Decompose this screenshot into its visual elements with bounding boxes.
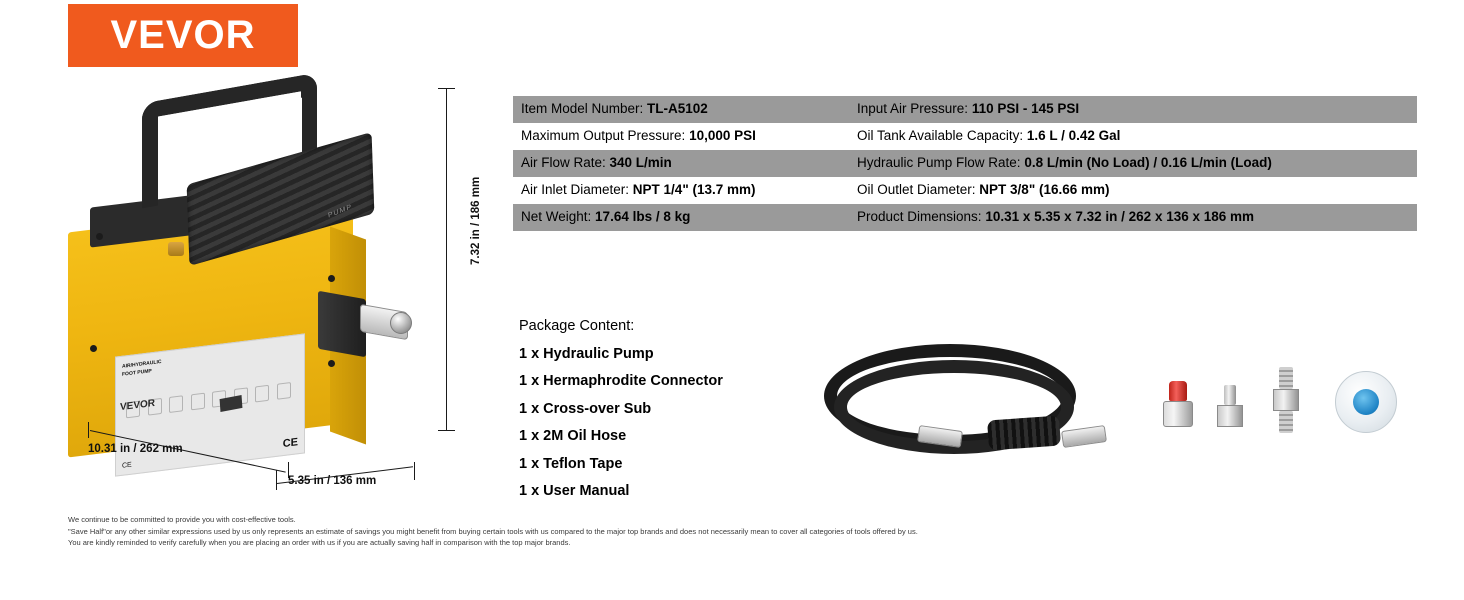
- table-row: [513, 150, 1417, 177]
- spec-cell-left: [513, 177, 849, 204]
- spec-key: Item Model Number:: [521, 101, 648, 116]
- list-item: 1 x 2M Oil Hose: [519, 428, 627, 444]
- dimension-cap: [276, 470, 277, 490]
- table-row: [513, 123, 1417, 150]
- brass-fitting-icon: [168, 242, 184, 256]
- stem-icon: [1224, 385, 1236, 405]
- dimension-width-label: 5.35 in / 136 mm: [288, 475, 377, 487]
- footer-line-1: We continue to be committed to provide you with cost-effective tools.: [68, 515, 296, 524]
- spec-key: Maximum Output Pressure:: [521, 128, 690, 143]
- spec-cell-left: [513, 204, 849, 231]
- spec-value: 0.8 L/min (No Load) / 0.16 L/min (Load): [1024, 155, 1272, 170]
- oil-outlet-ring: [390, 312, 412, 334]
- table-row: [513, 177, 1417, 204]
- table-row: [513, 96, 1417, 123]
- list-item: 1 x Cross-over Sub: [519, 400, 652, 417]
- bolt-icon: [96, 233, 103, 240]
- hose-fitting-icon: [1061, 425, 1107, 448]
- spec-value: 10.31 x 5.35 x 7.32 in / 262 x 136 x 186 mm: [985, 209, 1255, 224]
- spec-key: Air Inlet Diameter:: [521, 182, 633, 197]
- oil-hose-image: [810, 330, 1140, 490]
- teflon-tape-icon: [1335, 371, 1397, 433]
- dimension-cap: [438, 430, 455, 431]
- spec-value: NPT 1/4" (13.7 mm): [632, 182, 756, 197]
- hex-body-icon: [1273, 389, 1299, 411]
- footer-disclaimer: [68, 514, 1128, 549]
- spec-key: Net Weight:: [521, 209, 596, 224]
- spec-key: Input Air Pressure:: [857, 101, 972, 116]
- spec-key: Oil Outlet Diameter:: [857, 182, 980, 197]
- spec-cell-right: [849, 123, 1417, 150]
- thread-icon: [1279, 411, 1293, 433]
- ce-mark-left: CE: [122, 461, 132, 470]
- spec-key: Air Flow Rate:: [521, 155, 610, 170]
- dimension-length-label: 10.31 in / 262 mm: [88, 443, 183, 455]
- pump-label-title: AIR/HYDRAULIC FOOT PUMP: [122, 358, 162, 378]
- ce-mark-right: CE: [282, 436, 298, 451]
- list-item: 1 x User Manual: [519, 483, 630, 499]
- spec-cell-left: [513, 150, 849, 177]
- spec-value: 340 L/min: [609, 155, 672, 170]
- spec-key: Hydraulic Pump Flow Rate:: [857, 155, 1025, 170]
- vevor-logo: [68, 4, 298, 67]
- dimension-line-height: [446, 88, 447, 430]
- hose-spiral-guard: [987, 416, 1061, 451]
- spec-value: 17.64 lbs / 8 kg: [595, 209, 691, 224]
- spec-cell-right: [849, 177, 1417, 204]
- hex-nut-icon: [1163, 401, 1193, 427]
- spec-value: 10,000 PSI: [689, 128, 756, 143]
- spec-value: TL-A5102: [647, 101, 708, 116]
- list-item: 1 x Hydraulic Pump: [519, 345, 654, 362]
- dimension-cap: [438, 88, 455, 89]
- tape-roll-outer: [1335, 371, 1397, 433]
- spec-key: Oil Tank Available Capacity:: [857, 128, 1027, 143]
- hermaphrodite-connector-icon: [1163, 381, 1193, 427]
- package-content-title: Package Content:: [519, 318, 635, 334]
- package-content-list: [519, 313, 723, 506]
- list-item: 1 x Hermaphrodite Connector: [519, 373, 723, 389]
- spec-key: Product Dimensions:: [857, 209, 986, 224]
- threaded-adapter-icon: [1273, 367, 1299, 433]
- tape-roll-core: [1353, 389, 1379, 415]
- accessories-image: [1155, 355, 1425, 465]
- pedal-label: PUMP: [327, 203, 353, 220]
- footer-line-2: "Save Half"or any other similar expressions used by us only represents an estimate of savings you might benefit from buying certain tools with us compared to the major top brands and does not necessarily mean to cover all categories of tools offered by us.: [68, 526, 918, 536]
- hex-body-icon: [1217, 405, 1243, 427]
- red-cap-icon: [1169, 381, 1187, 401]
- spec-value: 110 PSI - 145 PSI: [971, 101, 1080, 116]
- table-row: [513, 204, 1417, 231]
- cross-over-sub-icon: [1217, 385, 1243, 427]
- dimension-cap: [88, 422, 89, 438]
- spec-cell-right: [849, 96, 1417, 123]
- list-item: 1 x Teflon Tape: [519, 455, 623, 472]
- spec-value: NPT 3/8" (16.66 mm): [979, 182, 1110, 197]
- spec-value: 1.6 L / 0.42 Gal: [1026, 128, 1121, 143]
- thread-icon: [1279, 367, 1293, 389]
- specifications-table: [513, 96, 1417, 231]
- spec-cell-right: [849, 204, 1417, 231]
- footer-line-3: You are kindly reminded to verify carefully when you are placing an order with us if you are actually saving half in comparison with the top major brands.: [68, 538, 571, 547]
- bolt-icon: [328, 360, 335, 367]
- pump-brand-text: VEVOR: [120, 397, 156, 414]
- spec-cell-left: [513, 123, 849, 150]
- spec-cell-right: [849, 150, 1417, 177]
- dimension-height-label: 7.32 in / 186 mm: [470, 176, 482, 265]
- bolt-icon: [90, 345, 97, 352]
- spec-cell-left: [513, 96, 849, 123]
- bolt-icon: [328, 275, 335, 282]
- valve-block: [318, 291, 366, 357]
- logo-text: VEVOR: [110, 13, 256, 57]
- dimension-cap: [414, 462, 415, 480]
